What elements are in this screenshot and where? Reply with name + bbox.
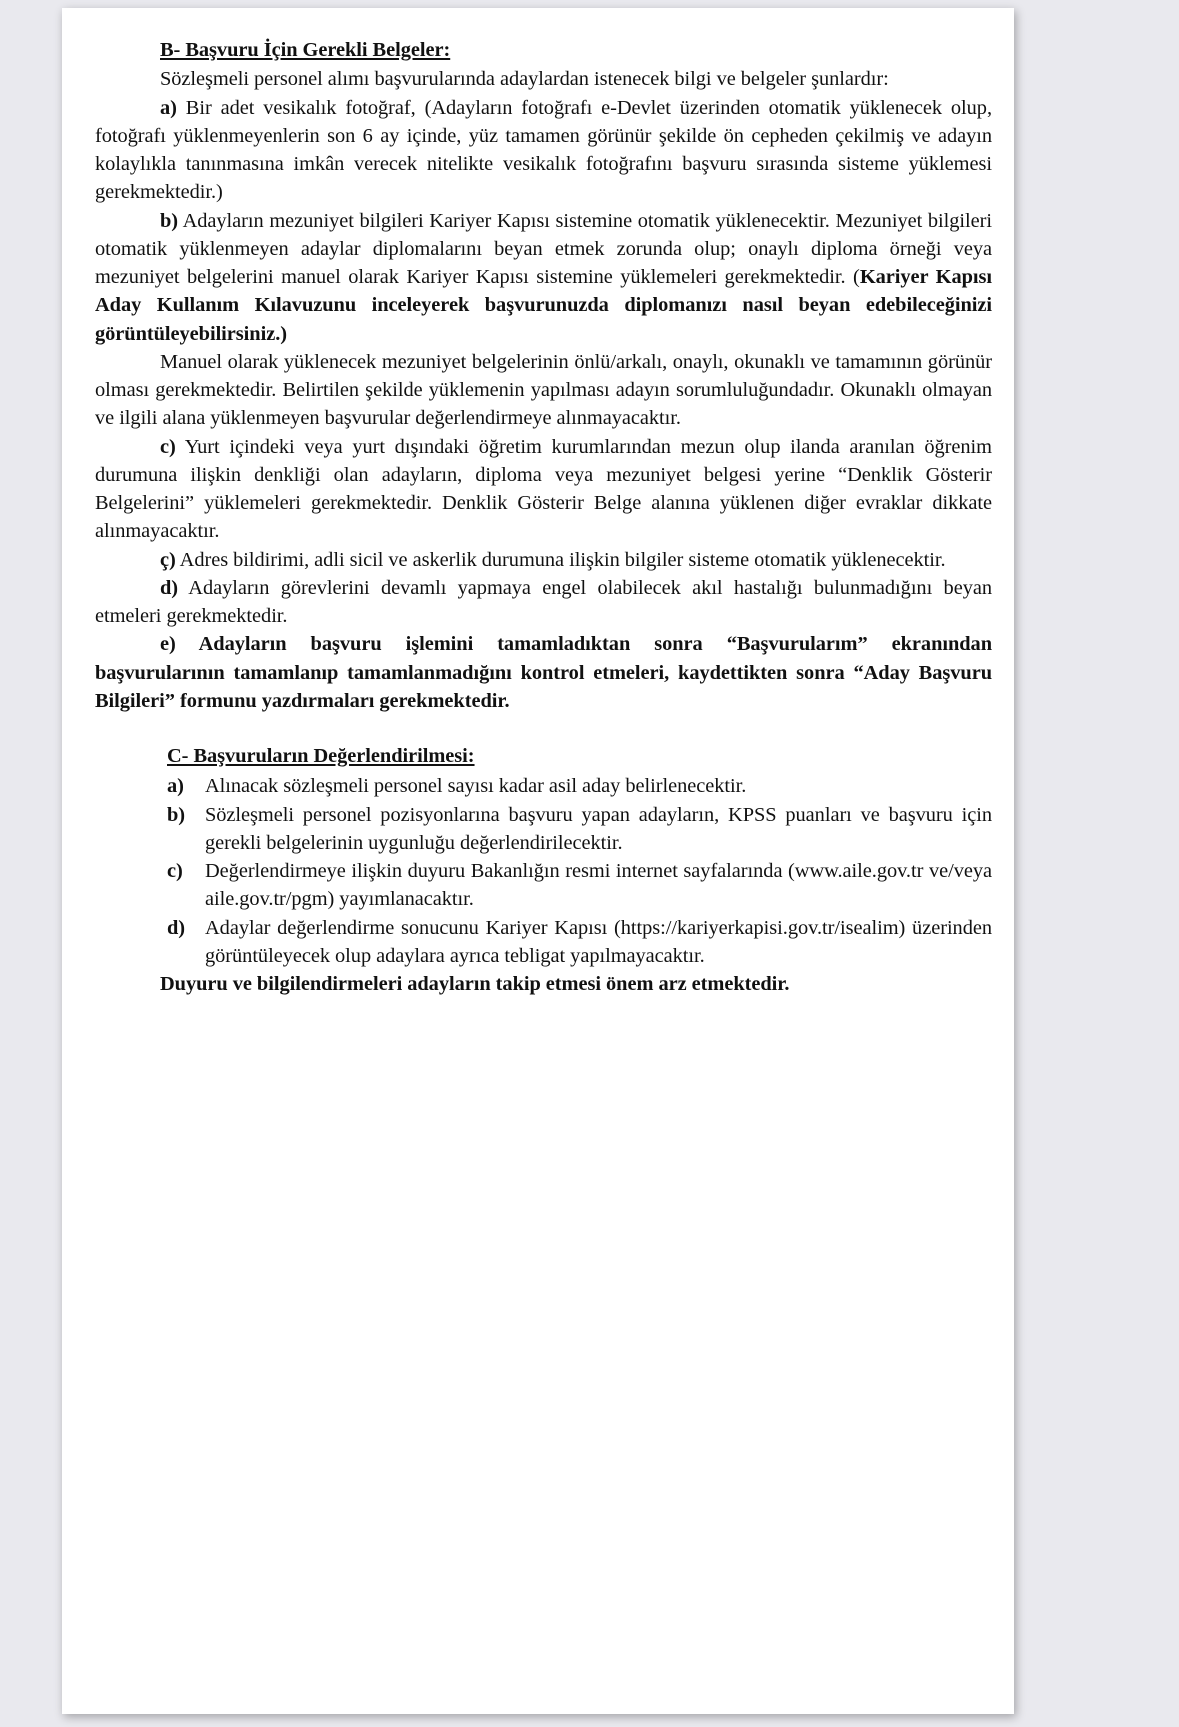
document-page — [62, 8, 1014, 1714]
paragraph-b-label: b) — [160, 209, 179, 232]
list-item-text: Adaylar değerlendirme sonucunu Kariyer Kapısı (https://kariyerkapisi.gov.tr/isealim) üzerinden görüntüleyecek olup adaylara ayrıca tebligat yapılmayacaktır. — [205, 916, 992, 967]
paragraph-c-text: Yurt içindeki veya yurt dışındaki öğretim kurumlarından mezun olup ilanda aranılan öğrenim durumuna ilişkin denkliği olan adayların, diploma veya mezuniyet belgesi yerine “Denklik Gösterir Belgelerini” yüklemeleri gerekmektedir. Denklik Gösterir Belge alanına yüklenen diğer evraklar dikkate alınmayacaktır. — [95, 435, 992, 543]
list-item-text: Alınacak sözleşmeli personel sayısı kadar asil aday belirlenecektir. — [205, 775, 747, 798]
section-c-list — [95, 772, 992, 970]
paragraph-e — [95, 630, 992, 715]
list-item-text: Sözleşmeli personel pozisyonlarına başvuru yapan adayların, KPSS puanları ve başvuru için gerekli belgelerinin uygunluğu değerlendirilecektir. — [205, 803, 992, 854]
list-item — [167, 914, 992, 971]
section-c-closing-note: Duyuru ve bilgilendirmeleri adayların takip etmesi önem arz etmektedir. — [160, 973, 790, 995]
section-b-intro: Sözleşmeli personel alımı başvurularında adaylardan istenecek bilgi ve belgeler şunlardır: — [160, 68, 889, 91]
paragraph-c-cedilla-text: Adres bildirimi, adli sicil ve askerlik durumuna ilişkin bilgiler sisteme otomatik yüklenecektir. — [175, 548, 946, 571]
paragraph-e-text: Adayların başvuru işlemini tamamladıktan sonra “Başvurularım” ekranından başvurularının tamamlanıp tamamlanmadığını kontrol etmeleri, kaydettikten sonra “Aday Başvuru Bilgileri” formunu yazdırmaları gerekmektedir. — [95, 633, 992, 712]
paragraph-c-cedilla — [95, 546, 992, 574]
paragraph-c-cedilla-label: ç) — [160, 548, 176, 571]
list-item-marker: c) — [167, 860, 183, 882]
list-item-marker: b) — [167, 803, 186, 826]
paragraph-c-label: c) — [160, 435, 176, 458]
list-item-marker: a) — [167, 775, 184, 798]
document-body — [95, 36, 992, 998]
paragraph-a-text: Bir adet vesikalık fotoğraf, (Adayların fotoğrafı e-Devlet üzerinden otomatik yüklenecek olup, fotoğrafı yüklenmeyenlerin son 6 ay içinde, yüz tamamen görünür şekilde ön cepheden çekilmiş ve adayın kolaylıkla tanınmasına imkân verecek nitelikte vesikalık fotoğrafını başvuru sırasında sisteme yüklemesi gerekmektedir.) — [95, 96, 992, 204]
page-content-area — [62, 8, 1014, 1714]
paragraph-c — [95, 433, 992, 546]
section-spacer — [95, 715, 992, 742]
section-b-heading: B- Başvuru İçin Gerekli Belgeler: — [160, 39, 451, 61]
list-item-text: Değerlendirmeye ilişkin duyuru Bakanlığın resmi internet sayfalarında (www.aile.gov.tr ve/veya aile.gov.tr/pgm) yayımlanacaktır. — [205, 860, 992, 911]
paragraph-d-label: d) — [160, 576, 179, 599]
paragraph-b-tail: ) — [280, 322, 288, 345]
paragraph-e-label: e) — [160, 633, 176, 656]
paragraph-a — [95, 94, 992, 207]
paragraph-a-label: a) — [160, 96, 177, 119]
paragraph-b-emphasis: Kariyer Kapısı Aday Kullanım Kılavuzunu inceleyerek başvurunuzda diplomanızı nasıl beyan edebileceğinizi görüntüleyebilirsiniz. — [95, 266, 993, 345]
paragraph-b — [95, 207, 992, 348]
paragraph-b-text: Adayların mezuniyet bilgileri Kariyer Kapısı sistemine otomatik yüklenecektir. Mezuniyet bilgileri otomatik yüklenmeyen adaylar diplomalarını beyan etmek zorunda olup; onaylı diploma örneği veya mezuniyet belgelerini manuel olarak Kariyer Kapısı sistemine yüklemeleri gerekmektedir. ( — [95, 209, 992, 288]
paragraph-manual-upload: Manuel olarak yüklenecek mezuniyet belgelerinin önlü/arkalı, onaylı, okunaklı ve tamamının görünür olması gerekmektedir. Belirtilen şekilde yüklemenin yapılması adayın sorumluluğundadır. Okunaklı olmayan ve ilgili alana yüklenmeyen başvurular değerlendirmeye alınmayacaktır. — [95, 350, 992, 430]
list-item — [167, 801, 992, 858]
list-item — [167, 857, 992, 914]
section-c-heading: C- Başvuruların Değerlendirilmesi: — [167, 745, 475, 767]
list-item-marker: d) — [167, 916, 186, 939]
list-item — [167, 772, 992, 800]
paragraph-d-text: Adayların görevlerini devamlı yapmaya engel olabilecek akıl hastalığı bulunmadığını beyan etmeleri gerekmektedir. — [95, 576, 992, 627]
paragraph-d — [95, 574, 992, 631]
